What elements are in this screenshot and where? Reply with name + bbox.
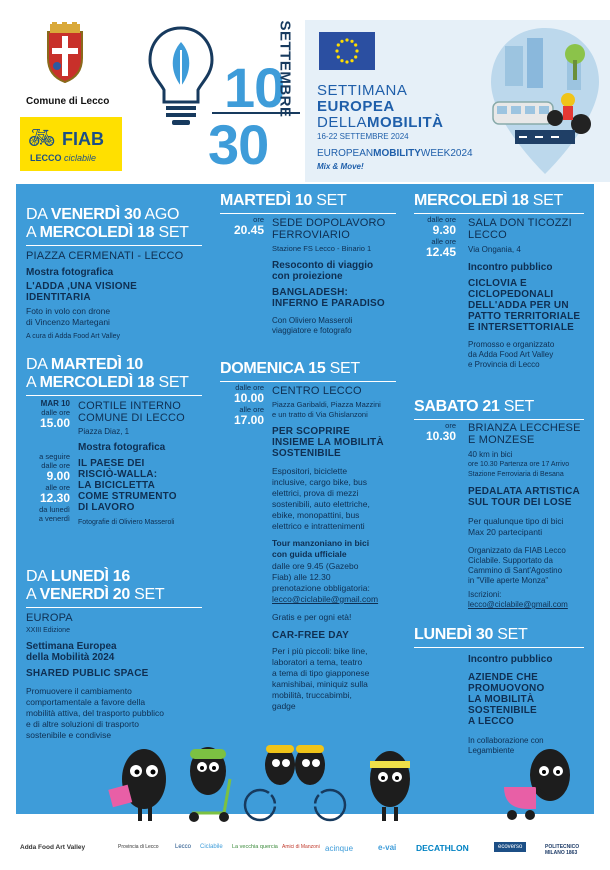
sponsor-footer <box>0 830 610 870</box>
sponsor-logo: Adda Food Art Valley <box>20 844 86 851</box>
event-desc: laboratori a tema, teatro <box>272 657 363 667</box>
event-place: PIAZZA CERMENATI - LECCO <box>26 250 184 262</box>
event-place: EUROPA <box>26 612 73 624</box>
event-title: IL PAESE DEI <box>78 458 145 469</box>
event-title: AZIENDE CHE <box>468 672 538 683</box>
event-title: CICLOVIA E <box>468 278 527 289</box>
contact-email-link[interactable]: lecco@ciclabile@gmail.com <box>272 594 379 604</box>
event-desc: mobilità, truccabimbi, <box>272 690 352 700</box>
mascot-shopping <box>108 749 166 821</box>
event-title: PEDALATA ARTISTICA <box>468 486 580 497</box>
sponsor-logo: Lecco <box>175 844 192 850</box>
mascot-scooter <box>189 747 230 822</box>
event-time: a seguire dalle ore 9.00 alle ore 12.30 da lunedì a venerdì <box>38 452 70 523</box>
event-time: dalle ore 9.30 alle ore 12.45 <box>425 215 456 259</box>
event-desc: Per i più piccoli: bike line, <box>272 646 368 656</box>
event-credit: da Adda Food Art Valley <box>468 350 554 359</box>
event-date-range: A VENERDÌ 20 SET <box>26 586 165 603</box>
event-title: CICLOPEDONALI <box>468 289 554 300</box>
sponsor-logo: e-vai <box>378 843 397 852</box>
divider <box>220 213 396 214</box>
event-place: CORTILE INTERNO <box>78 400 182 412</box>
event-credit: Promosso e organizzato <box>468 340 555 349</box>
event-title: DI LAVORO <box>78 502 135 513</box>
tour-title: Tour manzoniano in bici <box>272 538 370 548</box>
tour-title: con guida ufficiale <box>272 549 347 559</box>
event-title: E INTERSETTORIALE <box>468 322 575 333</box>
tour-desc: dalle ore 9.45 (Gazebo <box>272 561 359 571</box>
event-credit: viaggiatore e fotografo <box>272 326 352 335</box>
event-place: BRIANZA LECCHESE <box>468 422 581 434</box>
event-credit: Legambiente <box>468 746 515 755</box>
divider <box>26 607 202 608</box>
event-date: DOMENICA 15 SET <box>220 360 360 377</box>
event-org: Organizzato da FIAB Lecco <box>468 546 566 555</box>
event-title: PER SCOPRIRE <box>272 426 350 437</box>
event-desc: kamishibai, miniquiz sulla <box>272 679 368 689</box>
mascots-illustration <box>100 735 580 823</box>
event-date-range: DA MARTEDÌ 10 <box>26 356 144 373</box>
event-address: Piazza Garibaldi, Piazza Mazzini <box>272 400 381 409</box>
event-credit: In collaborazione con <box>468 736 544 745</box>
event-title: BANGLADESH: <box>272 287 349 298</box>
mascot-stroller <box>504 749 570 820</box>
event-desc: Espositori, biciclette <box>272 466 348 476</box>
event-place: E MONZESE <box>468 434 535 446</box>
event-title: L'ADDA ,UNA VISIONE <box>26 281 137 292</box>
event-title: INFERNO E PARADISO <box>272 298 385 309</box>
event-desc: sostenibili, auto elettriche, <box>272 499 370 509</box>
emw-mix: Mix & Move! <box>317 162 364 171</box>
event-desc: Promuovere il cambiamento <box>26 686 132 696</box>
event-desc: elettrici, prova di mezzi <box>272 488 359 498</box>
event-place: SEDE DOPOLAVORO <box>272 217 386 229</box>
event-desc: inclusive, cargo bike, bus <box>272 477 367 487</box>
event-title: LA BICICLETTA <box>78 480 156 491</box>
divider <box>26 395 202 396</box>
sponsor-logo: acinque <box>325 844 354 853</box>
events-panel <box>16 184 594 814</box>
sponsor-logo: Ciclabile <box>200 844 223 850</box>
event-credit: Fotografie di Oliviero Masseroli <box>78 519 175 526</box>
eu-flag-icon <box>319 32 375 70</box>
event-org: Cammino di Sant'Agostino <box>468 566 563 575</box>
divider <box>414 213 584 214</box>
event-desc: di Vincenzo Martegani <box>26 317 110 327</box>
comune-label: Comune di Lecco <box>26 96 110 107</box>
sponsor-logo: Amici di Manzoni <box>282 844 320 850</box>
event-desc: e di altre soluzioni di trasporto <box>26 719 139 729</box>
event-label: Mostra fotografica <box>78 442 166 453</box>
mascot-headband <box>370 751 410 821</box>
event-title: SUL TOUR DEI LOSE <box>468 497 572 508</box>
event-org: in "Ville aperte Monza" <box>468 576 549 585</box>
event-address: Via Ongania, 4 <box>468 245 521 254</box>
event-desc: a tema di tipo giapponese <box>272 668 370 678</box>
signup-email-link[interactable]: lecco@ciclabile@gmail.com <box>468 600 568 609</box>
event-time: MAR 10 dalle ore 15.00 <box>39 399 70 430</box>
event-date: MARTEDÌ 10 SET <box>220 192 347 209</box>
event-credit: A cura di Adda Food Art Valley <box>26 333 121 340</box>
divider <box>414 419 584 420</box>
event-label: della Mobilità 2024 <box>26 652 115 663</box>
event-title: SOSTENIBILE <box>272 448 341 459</box>
event-address: e un tratto di Via Ghislanzoni <box>272 410 368 419</box>
event-date-range: DA VENERDÌ 30 AGO <box>26 206 180 223</box>
event-edition: XXIII Edizione <box>26 627 70 634</box>
bicycle-icon: 🚲︎ <box>28 125 56 150</box>
event-title: LA MOBILITÀ <box>468 694 535 705</box>
date-to: 30 <box>208 113 269 176</box>
event-title: PATTO TERRITORIALE <box>468 311 581 322</box>
sponsor-logo: Provincia di Lecco <box>118 844 159 850</box>
event-date: SABATO 21 SET <box>414 398 534 415</box>
event-place: CENTRO LECCO <box>272 385 362 397</box>
event-info: 40 km in bici <box>468 450 513 459</box>
event-label: Settimana Europea <box>26 641 117 652</box>
event-time: ore 20.45 <box>233 215 264 237</box>
event-desc: comportamentale a favore della <box>26 697 146 707</box>
event-desc: Foto in volo con drone <box>26 306 111 316</box>
event-desc: Per qualunque tipo di bici <box>468 516 564 526</box>
event-place: COMUNE DI LECCO <box>78 412 185 424</box>
event-title: INSIEME LA MOBILITÀ <box>272 437 384 448</box>
event-desc: gadge <box>272 701 296 711</box>
event-place: FERROVIARIO <box>272 229 350 241</box>
event-time: dalle ore 10.00 alle ore 17.00 <box>233 383 264 427</box>
event-address: Piazza Diaz, 1 <box>78 427 130 436</box>
fiab-sub: LECCO ciclabile <box>30 153 97 163</box>
event-place: LECCO <box>468 229 507 241</box>
lecco-crest-icon <box>42 22 88 84</box>
event-address: Stazione FS Lecco - Binario 1 <box>272 244 372 253</box>
event-org: Ciclabile. Supportato da <box>468 556 553 565</box>
divider <box>220 381 396 382</box>
event-date-range: A MERCOLEDÌ 18 SET <box>26 374 189 391</box>
event-time: ore 10.30 <box>425 421 456 443</box>
fiab-logo <box>20 117 122 171</box>
sponsor-logo: DECATHLON <box>416 843 469 853</box>
event-place: SALA DON TICOZZI <box>468 217 572 229</box>
event-date: LUNEDÌ 30 SET <box>414 626 528 643</box>
event-title: SHARED PUBLIC SPACE <box>26 668 149 679</box>
sponsor-logo: POLITECNICO MILANO 1863 <box>545 844 580 856</box>
event-desc: elettrico e intrattenimenti <box>272 521 365 531</box>
emw-line2: EUROPEA <box>317 98 395 115</box>
signup-label: Iscrizioni: <box>468 590 502 599</box>
event-date: MERCOLEDÌ 18 SET <box>414 192 564 209</box>
sponsor-logo: ecoverso <box>494 842 526 852</box>
event-title: A LECCO <box>468 716 515 727</box>
free-note: Gratis e per ogni età! <box>272 612 352 622</box>
event-info: Stazione Ferroviaria di Besana <box>468 471 564 478</box>
event-title: COME STRUMENTO <box>78 491 177 502</box>
mobility-pin-illustration <box>485 26 605 176</box>
event-date-range: DA LUNEDÌ 16 <box>26 568 130 585</box>
divider <box>26 245 202 246</box>
event-title: PROMUOVONO <box>468 683 545 694</box>
emw-line1: SETTIMANA <box>317 82 408 99</box>
event-desc: sostenibile e condivise <box>26 730 112 740</box>
event-credit: Con Oliviero Masseroli <box>272 316 353 325</box>
month-vertical: SETTEMBRE <box>276 20 294 118</box>
tour-desc: Fiab) alle 12.30 <box>272 572 331 582</box>
event-credit: e Provincia di Lecco <box>468 360 540 369</box>
event-label: Incontro pubblico <box>468 654 553 665</box>
mascot-tandem-bike <box>245 745 345 820</box>
european-mobility-week-box <box>305 20 610 182</box>
fiab-name: FIAB <box>62 129 104 149</box>
event-desc: mobilità attiva, del trasporto pubblico <box>26 708 164 718</box>
event-date-range: A MERCOLEDÌ 18 SET <box>26 224 189 241</box>
event-desc: Max 20 partecipanti <box>468 527 543 537</box>
lightbulb-leaf-icon <box>146 24 216 132</box>
event-label: Mostra fotografica <box>26 267 114 278</box>
sponsor-logo: La vecchia quercia <box>232 844 278 850</box>
header <box>0 0 610 180</box>
tour-desc: prenotazione obbligatoria: <box>272 583 370 593</box>
event-title: IDENTITARIA <box>26 292 91 303</box>
date-from: 10 <box>224 56 285 119</box>
event-desc: ebike, monopattini, bus <box>272 510 360 520</box>
emw-line3: DELLAMOBILITÀ <box>317 114 444 131</box>
divider <box>414 647 584 648</box>
event-label: con proiezione <box>272 271 343 282</box>
event-info: ore 10.30 Partenza ore 17 Arrivo <box>468 461 570 468</box>
event-label: Resoconto di viaggio <box>272 260 374 271</box>
emw-week: EUROPEANMOBILITYWEEK2024 <box>317 148 473 159</box>
event-title: RISCIÒ-WALLA: <box>78 469 158 480</box>
event-label: Incontro pubblico <box>468 262 553 273</box>
car-free-title: CAR-FREE DAY <box>272 630 350 641</box>
event-title: SOSTENIBILE <box>468 705 537 716</box>
event-title: DELL'ADDA PER UN <box>468 300 569 311</box>
emw-dates: 16-22 SETTEMBRE 2024 <box>317 132 409 141</box>
